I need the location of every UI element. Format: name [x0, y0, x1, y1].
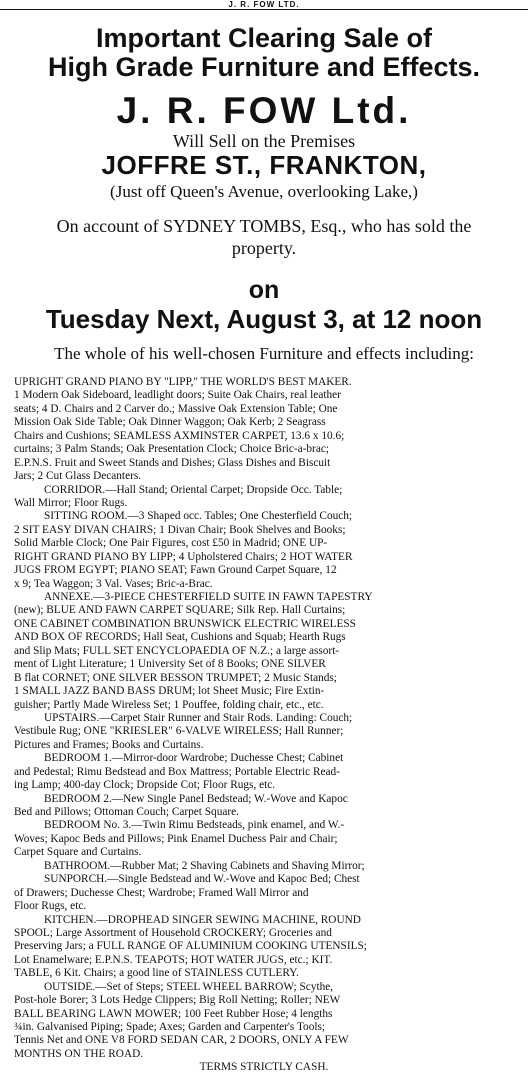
list-line: TABLE, 6 Kit. Chairs; a good line of STAINLESS CUTLERY.	[14, 967, 299, 980]
items-list	[14, 376, 514, 1075]
list-line: BALL BEARING LAWN MOWER; 100 Feet Rubber Hose; 4 lengths	[14, 1007, 333, 1020]
terms-line: TERMS STRICTLY CASH.	[199, 1061, 329, 1074]
list-line: Carpet Square and Curtains.	[14, 846, 142, 859]
list-line: ONE CABINET COMBINATION BRUNSWICK ELECTRIC WIRELESS	[14, 617, 356, 630]
auctioneer-name: J. R. FOW Ltd.	[116, 90, 412, 131]
list-line: Chairs and Cushions; SEAMLESS AXMINSTER CARPET, 13.6 x 10.6;	[14, 429, 345, 442]
will-sell-line: Will Sell on the Premises	[172, 131, 356, 151]
list-line: guisher; Partly Made Wireless Set; 1 Pouffee, folding chair, etc., etc.	[14, 698, 324, 711]
list-line: (new); BLUE AND FAWN CARPET SQUARE; Silk Rep. Hall Curtains;	[14, 604, 346, 617]
location-note: (Just off Queen's Avenue, overlooking Lake,)	[110, 182, 418, 201]
section-heading-line: OUTSIDE.—Set of Steps; STEEL WHEEL BARROW; Scythe,	[44, 980, 334, 993]
section-heading-line: KITCHEN.—DROPHEAD SINGER SEWING MACHINE, ROUND	[44, 913, 361, 926]
list-line: JUGS FROM EGYPT; PIANO SEAT; Fawn Ground Carpet Square, 12	[14, 564, 337, 577]
section-heading-line: BATHROOM.—Rubber Mat; 2 Shaving Cabinets and Shaving Mirror;	[44, 859, 365, 872]
account-line-2: property.	[231, 238, 297, 258]
list-line: 1 SMALL JAZZ BAND BASS DRUM; lot Sheet Music; Fire Extin-	[14, 685, 325, 698]
list-line: Vestibule Rug; ONE "KRIESLER" 6-VALVE WIRELESS; Hall Runner;	[14, 725, 344, 738]
list-line: SPOOL; Large Assortment of Household CROCKERY; Groceries and	[14, 926, 332, 939]
list-line: Tennis Net and ONE V8 FORD SEDAN CAR, 2 DOORS, ONLY A FEW	[14, 1034, 349, 1047]
list-line: curtains; 3 Palm Stands; Oak Presentation Clock; Choice Bric-a-brac;	[14, 443, 329, 456]
list-line: Woves; Kapoc Beds and Pillows; Pink Enamel Duchess Pair and Chair;	[14, 832, 338, 845]
list-line: seats; 4 D. Chairs and 2 Carver do.; Massive Oak Extension Table; One	[14, 402, 338, 415]
section-heading-line: BEDROOM No. 3.—Twin Rimu Bedsteads, pink enamel, and W.-	[44, 819, 345, 832]
list-line: B flat CORNET; ONE SILVER BESSON TRUMPET; 2 Music Stands;	[14, 671, 337, 684]
list-line: Solid Marble Clock; One Pair Figures, cost £50 in Madrid; ONE UP-	[14, 537, 328, 550]
list-line: AND BOX OF RECORDS; Hall Seat, Cushions and Squab; Hearth Rugs	[14, 631, 346, 644]
list-line: MONTHS ON THE ROAD.	[14, 1047, 144, 1060]
section-heading-line: BEDROOM 2.—New Single Panel Bedstead; W.-Wove and Kapoc	[44, 792, 348, 805]
section-heading-line: BEDROOM 1.—Mirror-door Wardrobe; Duchesse Chest; Cabinet	[44, 752, 344, 765]
list-line: x 9; Tea Waggon; 3 Val. Vases; Bric-a-Brac.	[14, 577, 213, 590]
intro-line: The whole of his well-chosen Furniture and effects including:	[54, 344, 474, 363]
on-word: on	[248, 276, 280, 304]
list-line: Wall Mirror; Floor Rugs.	[14, 496, 128, 509]
list-line: ment of Light Literature; 1 University Set of 8 Books; ONE SILVER	[14, 658, 326, 671]
list-line: UPRIGHT GRAND PIANO BY "LIPP," THE WORLD'S BEST MAKER.	[14, 376, 352, 388]
sale-location: JOFFRE ST., FRANKTON,	[101, 150, 427, 180]
list-line: 2 SIT EASY DIVAN CHAIRS; 1 Divan Chair; Book Shelves and Books;	[14, 523, 346, 536]
section-heading-line: CORRIDOR.—Hall Stand; Oriental Carpet; Dropside Occ. Table;	[44, 483, 343, 496]
list-line: Post-hole Borer; 3 Lots Hedge Clippers; Big Roll Netting; Roller; NEW	[14, 994, 341, 1007]
account-line-1: On account of SYDNEY TOMBS, Esq., who has sold the	[56, 216, 472, 236]
section-heading-line: SITTING ROOM.—3 Shaped occ. Tables; One Chesterfield Couch;	[44, 510, 353, 523]
list-line: Mission Oak Side Table; Oak Dinner Waggon; Oak Kerb; 2 Seagrass	[14, 416, 326, 429]
list-line: Pictures and Frames; Books and Curtains.	[14, 738, 204, 751]
list-line: RIGHT GRAND PIANO BY LIPP; 4 Upholstered Chairs; 2 HOT WATER	[14, 550, 353, 563]
list-line: and Pedestal; Rimu Bedstead and Box Mattress; Portable Electric Read-	[14, 765, 340, 778]
list-line: Lot Enamelware; E.P.N.S. TEAPOTS; HOT WATER JUGS, etc.; KIT.	[14, 953, 333, 966]
list-line: E.P.N.S. Fruit and Sweet Stands and Dishes; Glass Dishes and Biscuit	[14, 456, 331, 469]
running-head: J. R. FOW LTD.	[0, 0, 528, 10]
section-heading-line: UPSTAIRS.—Carpet Stair Runner and Stair Rods. Landing: Couch;	[44, 711, 353, 724]
list-line: ¾in. Galvanised Piping; Spade; Axes; Garden and Carpenter's Tools;	[14, 1021, 326, 1033]
list-line: and Slip Mats; FULL SET ENCYCLOPAEDIA OF N.Z.; a large assort-	[14, 644, 340, 657]
headline-line-2: High Grade Furniture and Effects.	[47, 52, 481, 82]
list-line: 1 Modern Oak Sideboard, leadlight doors; Suite Oak Chairs, real leather	[14, 389, 341, 402]
list-line: Jars; 2 Cut Glass Decanters.	[14, 470, 142, 483]
list-line: ing Lamp; 400-day Clock; Dropside Cot; Floor Rugs, etc.	[14, 779, 276, 792]
sale-date: Tuesday Next, August 3, at 12 noon	[45, 304, 483, 334]
section-heading-line: SUNPORCH.—Single Bedstead and W.-Wove and Kapoc Bed; Chest	[44, 873, 360, 886]
list-line: of Drawers; Duchesse Chest; Wardrobe; Framed Wall Mirror and	[14, 886, 309, 899]
list-line: Floor Rugs, etc.	[14, 900, 87, 913]
list-line: Bed and Pillows; Ottoman Couch; Carpet Square.	[14, 806, 239, 818]
section-heading-line: ANNEXE.—3-PIECE CHESTERFIELD SUITE IN FAWN TAPESTRY	[44, 591, 373, 603]
list-line: Preserving Jars; a FULL RANGE OF ALUMINIUM COOKING UTENSILS;	[14, 940, 367, 953]
headline-line-1: Important Clearing Sale of	[95, 23, 433, 53]
